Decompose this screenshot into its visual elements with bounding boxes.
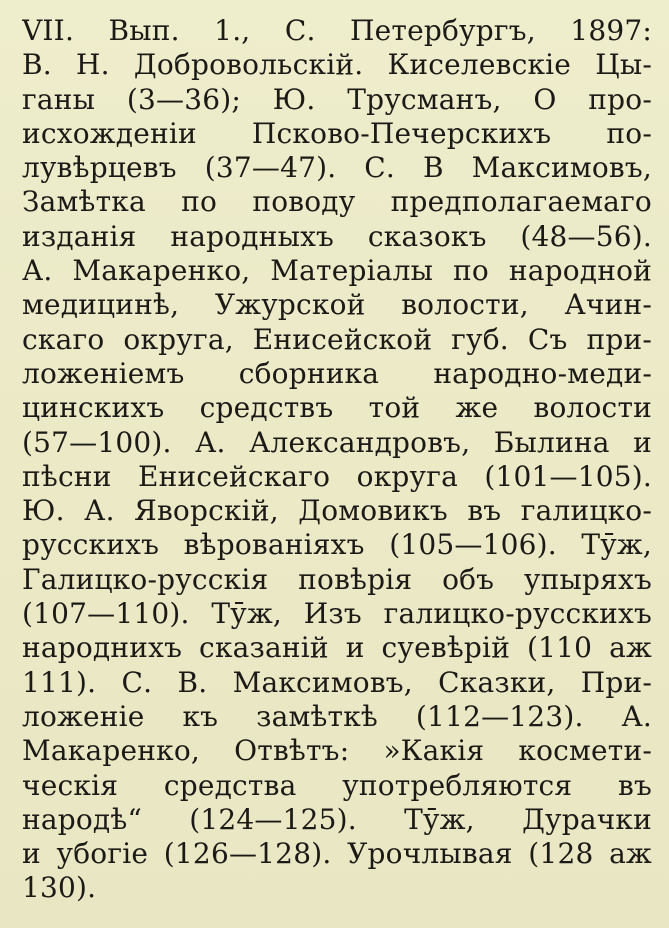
text-line-3: ганы (3—36); Ю. Трусманъ, О про- (22, 82, 652, 116)
text-line-18: (107—110). Тӯж, Изъ галицко-русскихъ (22, 597, 652, 631)
text-line-12: цинскихъ средствъ той же волости (22, 391, 652, 425)
text-line-7: изданія народныхъ сказокъ (48—56). (22, 219, 652, 253)
text-line-22: Макаренко, Отвѣтъ: »Какія космети- (22, 734, 652, 768)
text-line-20: 111). С. В. Максимовъ, Сказки, При- (22, 665, 652, 699)
text-line-11: ложеніемъ сборника народно-меди- (22, 356, 652, 390)
text-line-8: А. Макаренко, Матеріалы по народной (22, 254, 652, 288)
text-line-19: народнихъ сказаній и суевѣрій (110 аж (22, 631, 652, 665)
text-line-24: народѣ“ (124—125). Тӯж, Дурачки (22, 802, 652, 836)
text-line-6: Замѣтка по поводу предполагаемаго (22, 185, 652, 219)
text-line-9: медицинѣ, Ужурской волости, Ачин- (22, 288, 652, 322)
text-line-4: исхожденіи Псково-Печерскихъ по- (22, 116, 652, 150)
text-line-21: ложеніе къ замѣткѣ (112—123). А. (22, 699, 652, 733)
text-line-25: и убогіе (126—128). Урочлывая (128 аж (22, 837, 652, 871)
text-line-1: VII. Вып. 1., С. Петербургъ, 1897: (22, 14, 652, 47)
text-line-2: В. Н. Добровольскій. Киселевскіе Цы- (22, 48, 652, 82)
text-line-17: Галицко-русскія повѣрія объ упыряхъ (22, 562, 652, 596)
text-line-13: (57—100). А. Александровъ, Былина и (22, 425, 652, 459)
text-line-14: пѣсни Енисейскаго округа (101—105). (22, 459, 652, 493)
bibliography-text (22, 14, 652, 906)
text-line-5: лувѣрцевъ (37—47). С. В Максимовъ, (22, 151, 652, 185)
text-line-10: скаго округа, Енисейской губ. Съ при- (22, 322, 652, 356)
text-line-16: русскихъ вѣрованіяхъ (105—106). Тӯж, (22, 528, 652, 562)
text-line-23: ческія средства употребляются въ (22, 768, 652, 802)
text-line-15: Ю. А. Яворскій, Домовикъ въ галицко- (22, 494, 652, 528)
text-line-26: 130). (22, 871, 97, 905)
